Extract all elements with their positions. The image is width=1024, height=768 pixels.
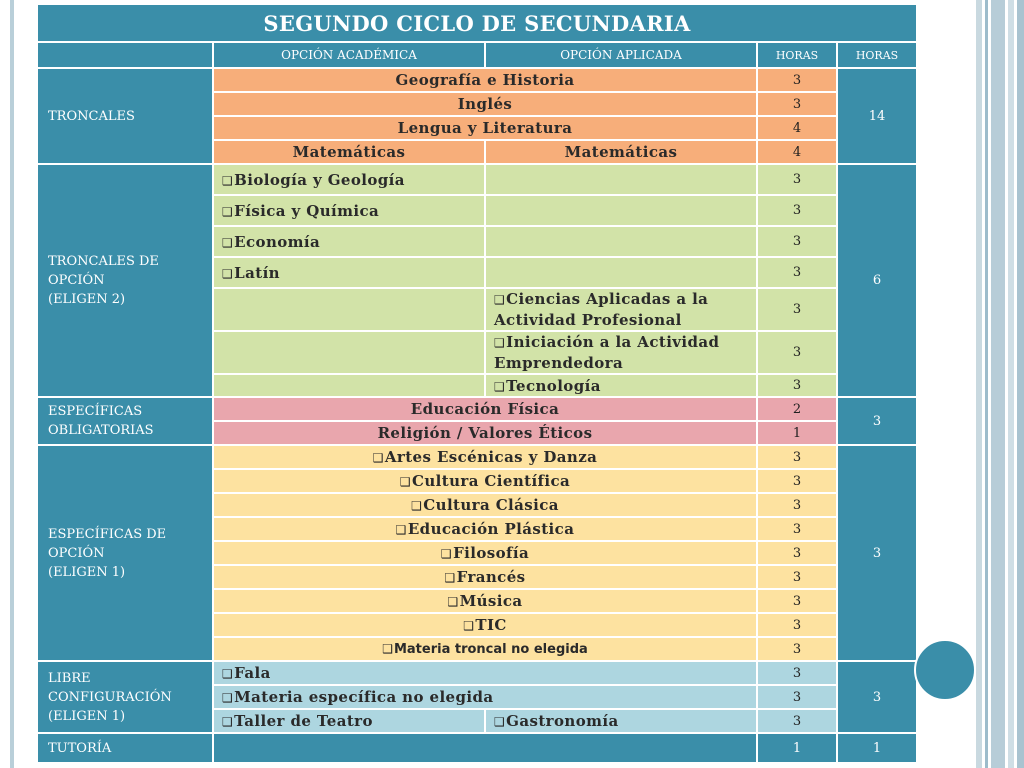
- checkbox-icon: ❑: [222, 715, 234, 729]
- decorative-stripes: [976, 0, 1024, 768]
- checkbox-icon: ❑: [222, 667, 234, 681]
- checkbox-icon: ❑: [463, 619, 475, 633]
- hours-cell: 3: [757, 374, 837, 397]
- empty-cell: [485, 257, 757, 288]
- left-frame-line: [10, 0, 14, 768]
- checkbox-icon: ❑: [494, 336, 506, 350]
- subject-cell: Lengua y Literatura: [213, 116, 757, 140]
- hours-cell: 3: [757, 226, 837, 257]
- group-label-especificas-obligatorias: ESPECÍFICAS OBLIGATORIAS: [37, 397, 213, 445]
- header-horas: HORAS: [757, 42, 837, 68]
- checkbox-icon: ❑: [222, 235, 234, 250]
- subject-cell: ❑Gastronomía: [485, 709, 757, 733]
- empty-cell: [485, 195, 757, 226]
- subject-cell: Religión / Valores Éticos: [213, 421, 757, 445]
- empty-cell: [213, 288, 485, 331]
- subject-cell: ❑Fala: [213, 661, 757, 685]
- subject-cell: ❑Taller de Teatro: [213, 709, 485, 733]
- group-total-especificas-obligatorias: 3: [837, 397, 917, 445]
- hours-cell: 3: [757, 637, 837, 661]
- hours-cell: 3: [757, 257, 837, 288]
- header-row: [37, 42, 917, 68]
- group-total-troncales: 14: [837, 68, 917, 164]
- subject-cell: ❑Iniciación a la Actividad Emprendedora: [485, 331, 757, 374]
- subject-cell: ❑Ciencias Aplicadas a la Actividad Profesional: [485, 288, 757, 331]
- table-row: [37, 445, 917, 469]
- header-horas-total: HORAS: [837, 42, 917, 68]
- checkbox-icon: ❑: [440, 547, 453, 561]
- subject-cell: ❑Cultura Científica: [213, 469, 757, 493]
- subject-cell: ❑Economía: [213, 226, 485, 257]
- group-label-tutoria: TUTORÍA: [37, 733, 213, 763]
- checkbox-icon: ❑: [399, 475, 412, 489]
- checkbox-icon: ❑: [444, 571, 456, 585]
- checkbox-icon: ❑: [494, 293, 506, 307]
- checkbox-icon: ❑: [382, 641, 393, 656]
- checkbox-icon: ❑: [222, 266, 234, 281]
- hours-cell: 3: [757, 709, 837, 733]
- checkbox-icon: ❑: [494, 715, 506, 729]
- empty-cell: [213, 374, 485, 397]
- group-label-troncales-opcion: TRONCALES DE OPCIÓN (ELIGEN 2): [37, 164, 213, 397]
- checkbox-icon: ❑: [411, 499, 423, 513]
- group-label-especificas-opcion: ESPECÍFICAS DE OPCIÓN (ELIGEN 1): [37, 445, 213, 661]
- hours-cell: 3: [757, 517, 837, 541]
- hours-cell: 3: [757, 565, 837, 589]
- hours-cell: 3: [757, 92, 837, 116]
- subject-cell: ❑Música: [213, 589, 757, 613]
- hours-cell: 3: [757, 613, 837, 637]
- header-empty: [37, 42, 213, 68]
- hours-cell: 2: [757, 397, 837, 421]
- curriculum-table: [36, 3, 918, 764]
- subject-cell: ❑Materia troncal no elegida: [213, 637, 757, 661]
- subject-cell: ❑TIC: [213, 613, 757, 637]
- checkbox-icon: ❑: [222, 691, 234, 705]
- table-row: [37, 397, 917, 421]
- header-opcion-academica: OPCIÓN ACADÉMICA: [213, 42, 485, 68]
- empty-cell: [485, 226, 757, 257]
- hours-cell: 3: [757, 493, 837, 517]
- table-title: SEGUNDO CICLO DE SECUNDARIA: [37, 4, 917, 42]
- hours-cell: 3: [757, 469, 837, 493]
- hours-cell: 4: [757, 140, 837, 164]
- checkbox-icon: ❑: [494, 379, 506, 394]
- checkbox-icon: ❑: [222, 173, 234, 188]
- group-total-libre: 3: [837, 661, 917, 733]
- hours-cell: 3: [757, 331, 837, 374]
- subject-cell: Matemáticas: [485, 140, 757, 164]
- subject-cell: ❑Educación Plástica: [213, 517, 757, 541]
- subject-cell: ❑Francés: [213, 565, 757, 589]
- hours-cell: 1: [757, 421, 837, 445]
- hours-cell: 3: [757, 195, 837, 226]
- group-total-troncales-opcion: 6: [837, 164, 917, 397]
- subject-cell: Educación Física: [213, 397, 757, 421]
- header-opcion-aplicada: OPCIÓN APLICADA: [485, 42, 757, 68]
- empty-cell: [213, 331, 485, 374]
- checkbox-icon: ❑: [447, 595, 459, 609]
- group-label-libre: LIBRE CONFIGURACIÓN (ELIGEN 1): [37, 661, 213, 733]
- group-label-troncales: TRONCALES: [37, 68, 213, 164]
- subject-cell: Geografía e Historia: [213, 68, 757, 92]
- table-row: [37, 68, 917, 92]
- hours-cell: 4: [757, 116, 837, 140]
- subject-cell: ❑Física y Química: [213, 195, 485, 226]
- group-total-especificas-opcion: 3: [837, 445, 917, 661]
- empty-cell: [213, 733, 757, 763]
- hours-cell: 3: [757, 445, 837, 469]
- subject-cell: ❑Materia específica no elegida: [213, 685, 757, 709]
- decorative-circle: [914, 639, 976, 701]
- subject-cell: Matemáticas: [213, 140, 485, 164]
- hours-cell: 3: [757, 68, 837, 92]
- group-total-tutoria: 1: [837, 733, 917, 763]
- hours-cell: 3: [757, 589, 837, 613]
- subject-cell: ❑Latín: [213, 257, 485, 288]
- hours-cell: 3: [757, 164, 837, 195]
- hours-cell: 1: [757, 733, 837, 763]
- subject-cell: ❑Artes Escénicas y Danza: [213, 445, 757, 469]
- checkbox-icon: ❑: [395, 523, 407, 537]
- hours-cell: 3: [757, 661, 837, 685]
- subject-cell: ❑Biología y Geología: [213, 164, 485, 195]
- hours-cell: 3: [757, 541, 837, 565]
- checkbox-icon: ❑: [222, 204, 234, 219]
- empty-cell: [485, 164, 757, 195]
- table-row: [37, 661, 917, 685]
- table-row: [37, 733, 917, 763]
- hours-cell: 3: [757, 685, 837, 709]
- subject-cell: ❑Filosofía: [213, 541, 757, 565]
- hours-cell: 3: [757, 288, 837, 331]
- subject-cell: ❑Cultura Clásica: [213, 493, 757, 517]
- subject-cell: ❑Tecnología: [485, 374, 757, 397]
- subject-cell: Inglés: [213, 92, 757, 116]
- table-row: [37, 164, 917, 195]
- checkbox-icon: ❑: [372, 451, 384, 465]
